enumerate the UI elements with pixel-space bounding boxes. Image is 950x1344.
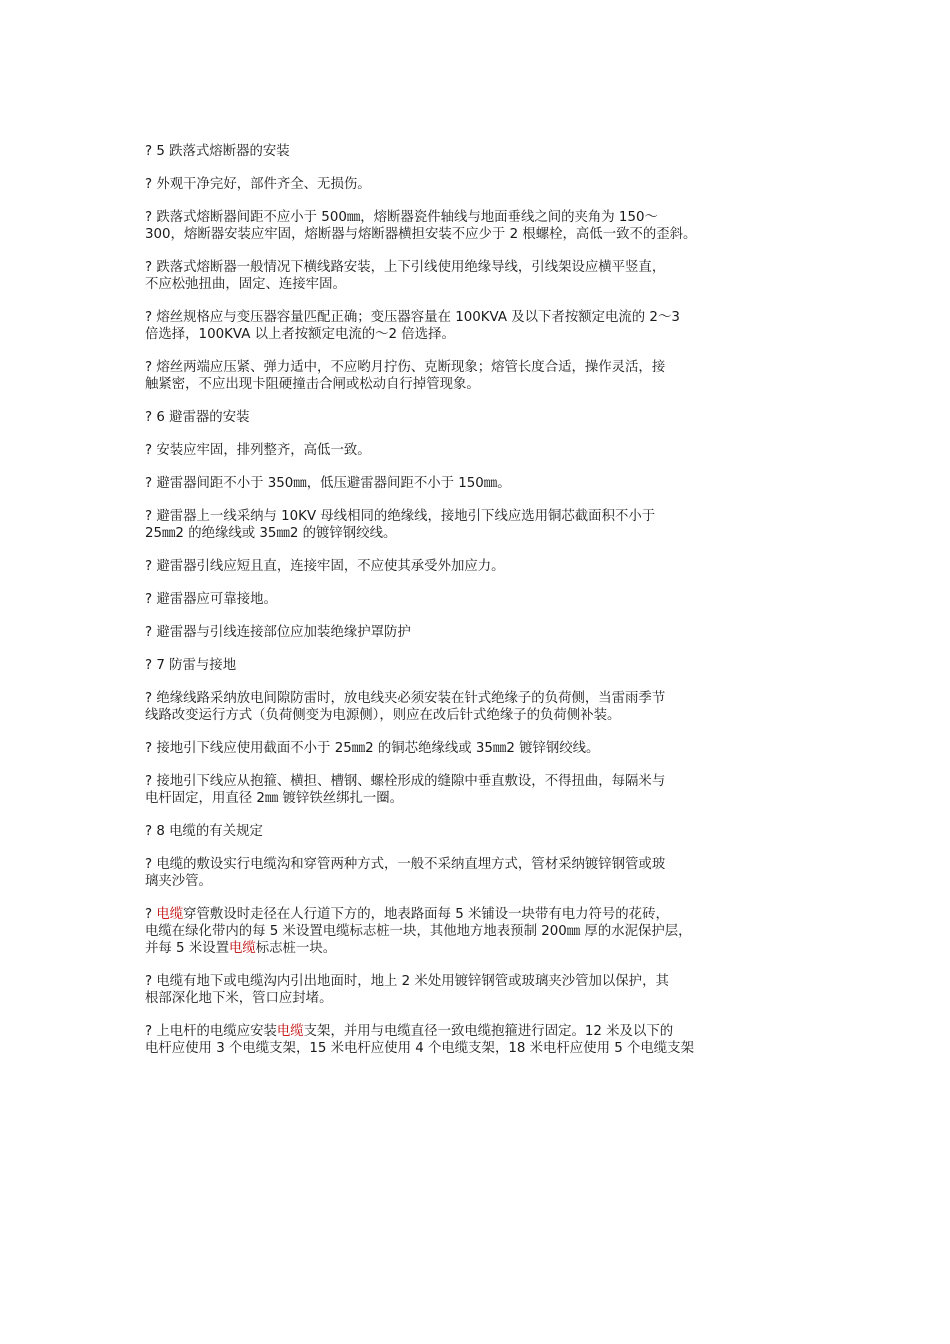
paragraph-text: 标志桩一块。 bbox=[255, 941, 337, 956]
section-heading-6: ? 6 避雷器的安装 bbox=[145, 410, 250, 425]
paragraph: ? 绝缘线路采纳放电间隙防雷时，放电线夹必须安装在针式绝缘子的负荷侧，当雷雨季节 线路改变运行方式（负荷侧变为电源侧），则应在改后针式绝缘子的负荷侧补装。 bbox=[145, 691, 666, 723]
paragraph: ? 避雷器应可靠接地。 bbox=[145, 592, 277, 607]
paragraph: ? 跌落式熔断器一般情况下横线路安装，上下引线使用绝缘导线，引线架设应横平竖直， 不应松弛扭曲，固定、连接牢固。 bbox=[145, 260, 666, 292]
paragraph: ? 电缆的敷设实行电缆沟和穿管两种方式，一般不采纳直埋方式，管材采纳镀锌钢管或玻 璃夹沙管。 bbox=[145, 857, 666, 889]
paragraph-cable-bracket bbox=[145, 1023, 810, 1057]
paragraph-text: ? bbox=[145, 907, 157, 922]
paragraph: ? 外观干净完好，部件齐全、无损伤。 bbox=[145, 177, 371, 192]
paragraph: ? 安装应牢固，排列整齐，高低一致。 bbox=[145, 443, 371, 458]
section-heading-8: ? 8 电缆的有关规定 bbox=[145, 824, 263, 839]
paragraph-text: ? 上电杆的电缆应安装 bbox=[145, 1024, 277, 1039]
section-heading-7: ? 7 防雷与接地 bbox=[145, 658, 237, 673]
paragraph-cable-laying bbox=[145, 906, 810, 957]
paragraph: ? 接地引下线应从抱箍、横担、槽钢、螺栓形成的缝隙中垂直敷设，不得扭曲，每隔米与 电杆固定，用直径 2㎜ 镀锌铁丝绑扎一圈。 bbox=[145, 774, 666, 806]
paragraph: ? 电缆有地下或电缆沟内引出地面时，地上 2 米处用镀锌钢管或玻璃夹沙管加以保护，其 根部深化地下米，管口应封堵。 bbox=[145, 974, 669, 1006]
paragraph: ? 避雷器上一线采纳与 10KV 母线相同的绝缘线，接地引下线应选用铜芯截面积不小于 25㎜2 的绝缘线或 35㎜2 的镀锌钢绞线。 bbox=[145, 509, 656, 541]
cable-link[interactable]: 电缆 bbox=[276, 1024, 304, 1039]
section-heading-5: ? 5 跌落式熔断器的安装 bbox=[145, 144, 290, 159]
paragraph: ? 熔丝两端应压紧、弹力适中，不应哟月拧伤、克断现象；熔管长度合适，操作灵活，接 触紧密，不应出现卡阻硬撞击合闸或松动自行掉管现象。 bbox=[145, 360, 666, 392]
cable-link[interactable]: 电缆 bbox=[229, 941, 256, 956]
document-body bbox=[145, 143, 810, 1073]
paragraph: ? 避雷器与引线连接部位应加装绝缘护罩防护 bbox=[145, 625, 411, 640]
paragraph: ? 避雷器引线应短且直，连接牢固，不应使其承受外加应力。 bbox=[145, 559, 505, 574]
cable-link[interactable]: 电缆 bbox=[156, 907, 184, 922]
paragraph-text: 支架，并用与电缆直径一致电缆抱箍进行固定。12 米及以下的 电杆应使用 3 个电缆支架，15 米电杆应使用 4 个电缆支架，18 米电杆应使用 5 个电缆支架 bbox=[145, 1024, 694, 1056]
paragraph: ? 跌落式熔断器间距不应小于 500㎜，熔断器瓷件轴线与地面垂线之间的夹角为 150～ 300，熔断器安装应牢固，熔断器与熔断器横担安装不应少于 2 根螺栓，高低一致不的歪斜。 bbox=[145, 210, 697, 242]
paragraph: ? 接地引下线应使用截面不小于 25㎜2 的铜芯绝缘线或 35㎜2 镀锌钢绞线。 bbox=[145, 741, 600, 756]
paragraph: ? 熔丝规格应与变压器容量匹配正确；变压器容量在 100KVA 及以下者按额定电流的 2～3 倍选择，100KVA 以上者按额定电流的～2 倍选择。 bbox=[145, 310, 680, 342]
paragraph-text: 穿管敷设时走径在人行道下方的，地表路面每 5 米铺设一块带有电力符号的花砖， 电缆在绿化带内的每 5 米设置电缆标志桩一块，其他地方地表预制 200㎜ 厚的水泥保护层， 并每 5 米设置 bbox=[145, 907, 692, 956]
paragraph: ? 避雷器间距不小于 350㎜，低压避雷器间距不小于 150㎜。 bbox=[145, 476, 511, 491]
